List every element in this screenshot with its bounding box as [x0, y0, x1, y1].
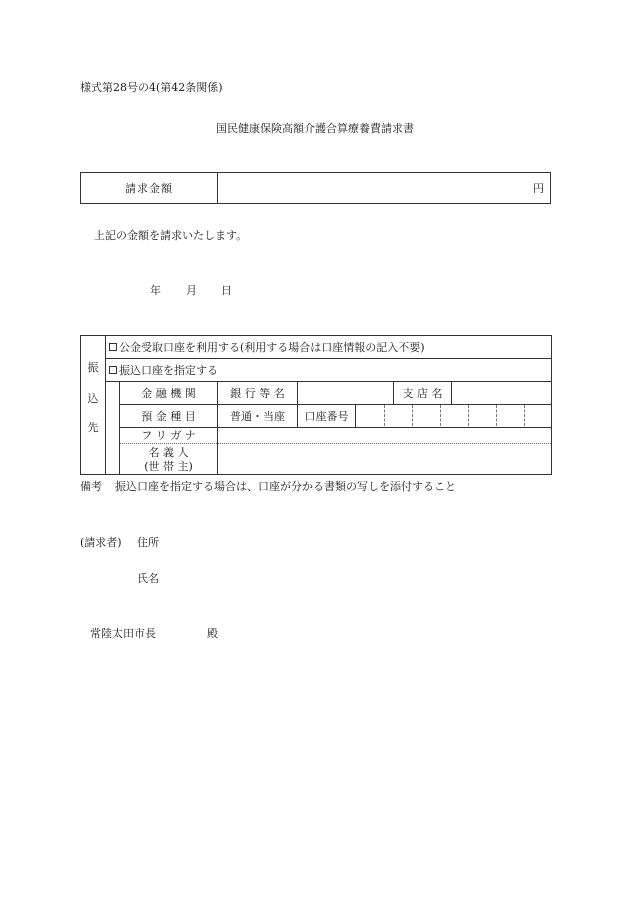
side-label-char: 先 [87, 420, 99, 434]
option-specify-account-label: 振込口座を指定する [119, 363, 218, 377]
note-label: 備考 [80, 480, 102, 493]
addressee-honorific: 殿 [207, 627, 218, 640]
amount-label: 請求金額 [81, 173, 218, 203]
transfer-table [80, 335, 552, 475]
address-label: 住所 [137, 536, 159, 549]
option-specify-account[interactable] [109, 359, 218, 381]
address-field[interactable] [170, 533, 550, 551]
account-number-label: 口座番号 [304, 409, 349, 423]
date-day-label: 日 [221, 284, 232, 297]
side-label-char: 込 [87, 391, 99, 405]
date-month-label: 月 [186, 284, 197, 297]
form-number: 様式第28号の4(第42条関係) [80, 81, 223, 94]
statement-text: 上記の金額を請求いたします。 [94, 229, 248, 242]
branch-name-field[interactable] [452, 382, 551, 404]
page-title: 国民健康保険高額介護合算療養費請求書 [216, 122, 414, 135]
date-year-label: 年 [150, 284, 161, 297]
name-label: 氏名 [137, 572, 159, 585]
deposit-type-options[interactable]: 普通・当座 [230, 409, 285, 423]
holder-label: 名 義 人 [148, 446, 189, 459]
option-public-account-label: 公金受取口座を利用する(利用する場合は口座情報の記入不要) [119, 340, 425, 354]
deposit-type-label: 預 金 種 目 [141, 409, 196, 423]
institution-label: 金 融 機 関 [141, 386, 196, 400]
checkbox-icon[interactable] [109, 343, 117, 351]
furigana-label: フ リ ガ ナ [141, 429, 196, 442]
branch-name-label: 支 店 名 [402, 386, 443, 400]
name-field[interactable] [170, 569, 550, 587]
account-number-field[interactable] [356, 405, 551, 427]
householder-label: (世 帯 主) [144, 460, 193, 473]
claimant-label: (請求者) [80, 536, 122, 549]
note-text: 振込口座を指定する場合は、口座が分かる書類の写しを添付すること [115, 480, 456, 493]
amount-unit: 円 [533, 182, 544, 195]
checkbox-icon[interactable] [109, 366, 117, 374]
addressee-name: 常陸太田市長 [90, 627, 156, 640]
holder-name-field[interactable] [218, 444, 551, 474]
bank-name-label: 銀 行 等 名 [230, 386, 285, 400]
side-label-char: 振 [87, 360, 99, 374]
option-public-account[interactable] [109, 336, 425, 358]
amount-field[interactable] [217, 172, 517, 204]
furigana-field[interactable] [218, 428, 551, 443]
bank-name-field[interactable] [298, 382, 393, 404]
